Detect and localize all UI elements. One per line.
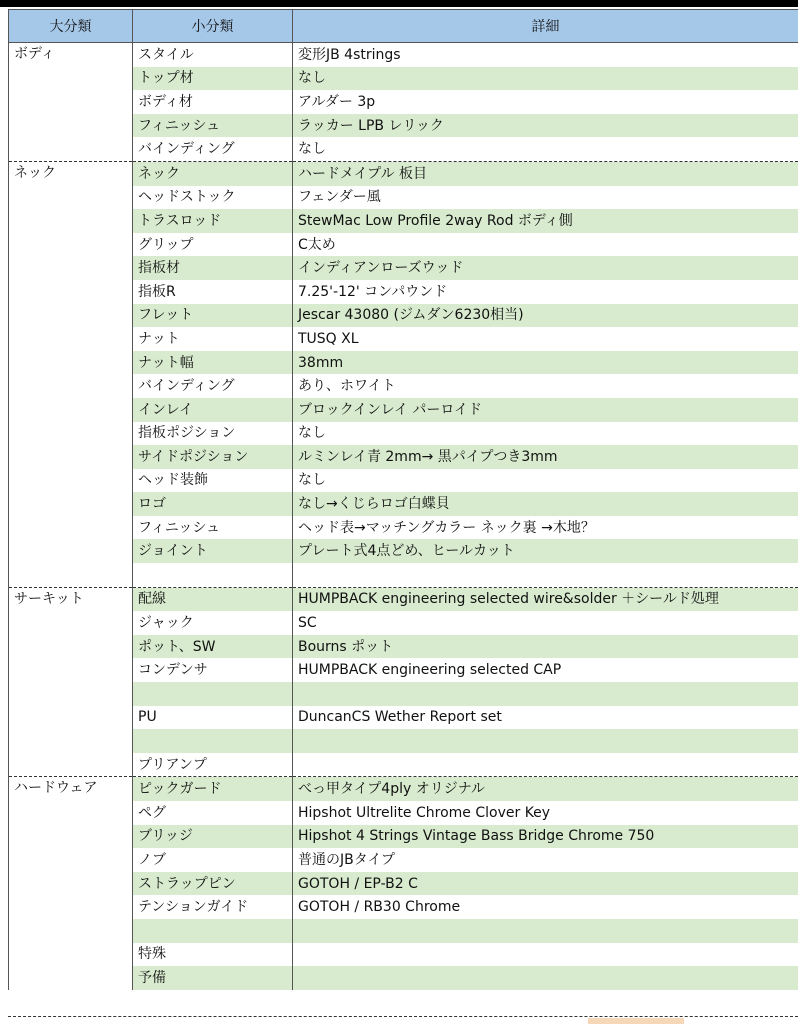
subcategory-cell[interactable]: ロゴ (133, 492, 293, 516)
subcategory-cell[interactable] (133, 919, 293, 943)
detail-cell[interactable]: 変形JB 4strings (293, 43, 798, 67)
top-bar (0, 0, 798, 7)
detail-cell[interactable]: あり、ホワイト (293, 374, 798, 398)
subcategory-cell[interactable]: 特殊 (133, 943, 293, 967)
section-divider (8, 1016, 798, 1017)
detail-cell[interactable]: Hipshot Ultrelite Chrome Clover Key (293, 801, 798, 825)
subcategory-cell[interactable]: 予備 (133, 966, 293, 990)
detail-cell[interactable]: 普通のJBタイプ (293, 848, 798, 872)
partial-cell (588, 1018, 684, 1024)
subcategory-cell[interactable]: ジャック (133, 611, 293, 635)
subcategory-cell[interactable]: ストラップピン (133, 872, 293, 896)
subcategory-cell[interactable]: ネック (133, 161, 293, 185)
detail-cell[interactable]: プレート式4点どめ、ヒールカット (293, 539, 798, 563)
detail-cell[interactable]: SC (293, 611, 798, 635)
subcategory-cell[interactable]: ジョイント (133, 539, 293, 563)
subcategory-cell[interactable]: 指板材 (133, 256, 293, 280)
detail-cell[interactable] (293, 943, 798, 967)
subcategory-cell[interactable]: フィニッシュ (133, 516, 293, 540)
next-row-fragment (0, 1010, 798, 1024)
subcategory-cell[interactable]: プリアンプ (133, 753, 293, 777)
detail-cell[interactable]: ブロックインレイ パーロイド (293, 398, 798, 422)
detail-cell[interactable]: GOTOH / EP-B2 C (293, 872, 798, 896)
detail-cell[interactable]: なし (293, 137, 798, 161)
header-detail[interactable]: 詳細 (293, 10, 798, 43)
subcategory-cell[interactable]: ノブ (133, 848, 293, 872)
subcategory-cell[interactable]: 配線 (133, 587, 293, 611)
subcategory-cell[interactable] (133, 563, 293, 587)
subcategory-cell[interactable]: テンションガイド (133, 895, 293, 919)
detail-cell[interactable]: Hipshot 4 Strings Vintage Bass Bridge Chrome 750 (293, 825, 798, 849)
detail-cell[interactable]: なし→くじらロゴ白蝶貝 (293, 492, 798, 516)
subcategory-cell[interactable]: インレイ (133, 398, 293, 422)
table-row (9, 43, 798, 67)
detail-cell[interactable] (293, 753, 798, 777)
detail-cell[interactable] (293, 729, 798, 753)
detail-cell[interactable]: 7.25'-12' コンパウンド (293, 280, 798, 304)
table-row (9, 161, 798, 185)
detail-cell[interactable] (293, 919, 798, 943)
subcategory-cell[interactable]: トップ材 (133, 67, 293, 91)
subcategory-cell[interactable]: バインディング (133, 137, 293, 161)
subcategory-cell[interactable]: ピックガード (133, 777, 293, 801)
subcategory-cell[interactable]: サイドポジション (133, 445, 293, 469)
detail-cell[interactable]: フェンダー風 (293, 186, 798, 210)
category-cell[interactable]: ハードウェア (9, 777, 133, 990)
detail-cell[interactable]: なし (293, 422, 798, 446)
subcategory-cell[interactable]: ボディ材 (133, 90, 293, 114)
category-cell[interactable]: ネック (9, 161, 133, 587)
detail-cell[interactable]: べっ甲タイプ4ply オリジナル (293, 777, 798, 801)
detail-cell[interactable]: インディアンローズウッド (293, 256, 798, 280)
subcategory-cell[interactable]: ナット (133, 327, 293, 351)
detail-cell[interactable]: ヘッド表→マッチングカラー ネック裏 →木地？ (293, 516, 798, 540)
detail-cell[interactable]: Bourns ポット (293, 635, 798, 659)
detail-cell[interactable] (293, 682, 798, 706)
detail-cell[interactable]: HUMPBACK engineering selected wire&solder ＋シールド処理 (293, 587, 798, 611)
detail-cell[interactable]: なし (293, 469, 798, 493)
subcategory-cell[interactable]: バインディング (133, 374, 293, 398)
subcategory-cell[interactable]: ヘッドストック (133, 186, 293, 210)
detail-cell[interactable]: ラッカー LPB レリック (293, 114, 798, 138)
detail-cell[interactable]: C太め (293, 233, 798, 257)
header-subcategory[interactable]: 小分類 (133, 10, 293, 43)
detail-cell[interactable]: ルミンレイ青 2mm→ 黒パイプつき3mm (293, 445, 798, 469)
subcategory-cell[interactable]: ポット、SW (133, 635, 293, 659)
subcategory-cell[interactable]: 指板ポジション (133, 422, 293, 446)
subcategory-cell[interactable]: ペグ (133, 801, 293, 825)
spec-table (8, 9, 798, 990)
subcategory-cell[interactable]: コンデンサ (133, 658, 293, 682)
header-category[interactable]: 大分類 (9, 10, 133, 43)
subcategory-cell[interactable]: スタイル (133, 43, 293, 67)
detail-cell[interactable]: アルダー 3p (293, 90, 798, 114)
detail-cell[interactable] (293, 966, 798, 990)
detail-cell[interactable]: GOTOH / RB30 Chrome (293, 895, 798, 919)
subcategory-cell[interactable]: フィニッシュ (133, 114, 293, 138)
subcategory-cell[interactable]: PU (133, 706, 293, 730)
detail-cell[interactable]: StewMac Low Profile 2way Rod ボディ側 (293, 209, 798, 233)
subcategory-cell[interactable] (133, 729, 293, 753)
detail-cell[interactable]: 38mm (293, 351, 798, 375)
detail-cell[interactable]: Jescar 43080 (ジムダン6230相当) (293, 304, 798, 328)
spec-sheet (8, 9, 798, 990)
category-cell[interactable]: サーキット (9, 587, 133, 777)
subcategory-cell[interactable]: グリップ (133, 233, 293, 257)
detail-cell[interactable]: HUMPBACK engineering selected CAP (293, 658, 798, 682)
detail-cell[interactable] (293, 563, 798, 587)
detail-cell[interactable]: ハードメイプル 板目 (293, 161, 798, 185)
detail-cell[interactable]: TUSQ XL (293, 327, 798, 351)
header-row (9, 10, 798, 43)
table-body (9, 43, 798, 990)
table-row (9, 777, 798, 801)
subcategory-cell[interactable]: トラスロッド (133, 209, 293, 233)
subcategory-cell[interactable]: 指板R (133, 280, 293, 304)
subcategory-cell[interactable]: フレット (133, 304, 293, 328)
category-cell[interactable]: ボディ (9, 43, 133, 162)
table-row (9, 587, 798, 611)
detail-cell[interactable]: なし (293, 67, 798, 91)
subcategory-cell[interactable]: ヘッド装飾 (133, 469, 293, 493)
subcategory-cell[interactable] (133, 682, 293, 706)
subcategory-cell[interactable]: ナット幅 (133, 351, 293, 375)
detail-cell[interactable]: DuncanCS Wether Report set (293, 706, 798, 730)
subcategory-cell[interactable]: ブリッジ (133, 825, 293, 849)
